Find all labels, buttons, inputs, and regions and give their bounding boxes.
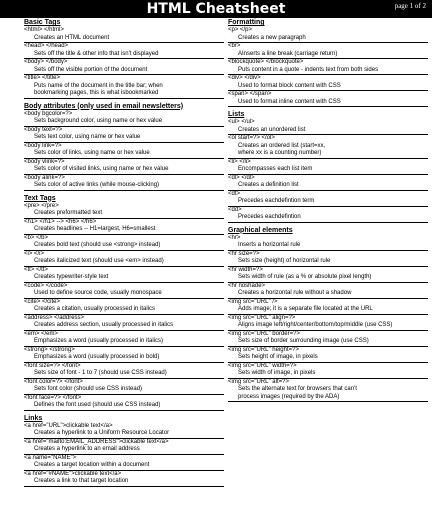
tag-code: <body text=?> [24,126,63,133]
tag-description: Creates preformatted text [24,210,224,219]
tag-description: Sets width of rule (as a % or absolute pixel length) [228,274,428,283]
tag-entry [228,283,428,299]
tag-entry [24,267,224,283]
tag-code: <html> </html> [24,27,65,33]
tag-entry [228,267,428,283]
tag-description: Sets size of font - 1 to 7 (should use CSS instead) [24,370,224,379]
section-basic-tags [24,19,224,99]
tag-code: <b> </b> [24,234,49,241]
tag-entry [24,395,224,411]
tag-description: Creates a hyperlink to a Uniform Resource Locator [24,430,224,439]
tag-description: Used to format block content with CSS [228,83,428,92]
tag-entry [228,207,428,223]
tag-entry [24,315,224,331]
page-number: page 1 of 2 [394,2,426,10]
section-title: Links [24,414,43,422]
section-links [24,415,224,487]
tag-description: Sets color of visited links, using name or hex value [24,166,224,175]
tag-code: <img src="URL" border=?> [228,330,300,337]
tag-code: <span> </span> [228,91,272,97]
tag-description: Creates a hyperlink to an email address [24,446,224,455]
tag-code: <p> </p> [228,27,253,33]
tag-description: Sets size of border surrounding image (use CSS) [228,338,428,347]
tag-entry [228,363,428,379]
tag-description: Defines the font used (should use CSS instead) [24,402,224,411]
tag-code: <img src="URL" align=?> [228,314,296,321]
tag-entry [24,175,224,191]
right-column [228,19,428,402]
tag-entry [24,347,224,363]
tag-entry [24,235,224,251]
tag-description: Sets off the visible portion of the document [24,67,224,76]
section-text-tags [24,195,224,411]
tag-description: Puts content in a quote - indents text from both sides [228,67,428,76]
tag-description: Creates a citation, usually processed in italics [24,306,224,315]
tag-code: <font size=?> </font> [24,362,81,369]
tag-entry [24,283,224,299]
tag-entry [24,143,224,159]
tag-code: <body vlink=?> [24,158,65,165]
tag-code: <dl> </dl> [228,174,255,181]
tag-entry [24,331,224,347]
tag-description: Sets height of image, in pixels [228,354,428,363]
tag-entry [24,59,224,75]
header-bar [0,0,432,18]
tag-description: Sets off the title & other info that isn't displayed [24,51,224,60]
tag-code: <div> </div> [228,75,261,81]
tag-entry [228,43,428,59]
tag-description: AInserts a line break (carriage return) [228,51,428,60]
tag-entry [24,43,224,59]
tag-code: <img src="URL" width=?> [228,362,297,369]
tag-code: <head> </head> [24,43,69,49]
tag-description: Creates typewriter-style text [24,274,224,283]
tag-entry [24,203,224,219]
tag-description: Precedes eachdefintion term [228,198,428,207]
tag-description: Sets size (height) of horizontal rule [228,258,428,267]
tag-entry [24,439,224,455]
tag-entry [228,315,428,331]
tag-code: <br> [228,43,241,49]
tag-description: Adds image; it is a separate file located at the URL [228,306,428,315]
tag-description: Sets width of image, in pixels [228,370,428,379]
tag-code: <cite> </cite> [24,298,61,305]
tag-code: <ul> </ul> [228,119,255,125]
tag-entry [228,379,428,403]
tag-code: <body> </body> [24,59,68,65]
tag-code: <font color=?> </font> [24,378,83,385]
tag-entry [24,159,224,175]
tag-code: <hr noshade> [228,282,266,289]
tag-description: Sets the alternate text for browsers that can't process images (required by the ADA) [228,386,428,402]
tag-entry [24,127,224,143]
tag-code: <em> </em> [24,330,59,337]
tag-description: Emphasizes a word (usually processed in italics) [24,338,224,347]
section-title: Basic Tags [24,19,61,26]
tag-code: <tt> </tt> [24,266,49,273]
tag-code: <hr width=?> [228,266,263,273]
tag-entry [228,159,428,175]
tag-description: Precedes eachdefintion [228,214,428,223]
tag-description: Creates a definition list [228,182,428,191]
tag-entry [228,119,428,135]
tag-code: <img src="URL" alt=?> [228,378,289,385]
tag-code: <a href="mailto:EMAIL_ADDRESS">clickable text</a> [24,438,169,445]
tag-code: <a href="#NAME">clickable text</a> [24,470,122,477]
tag-entry [24,471,224,487]
tag-code: <hr> [228,234,241,241]
tag-entry [24,423,224,439]
tag-entry [24,455,224,471]
tag-description: Creates a target location within a document [24,462,224,471]
section-title: Lists [228,111,245,118]
tag-entry [24,379,224,395]
tag-description: Sets font color (should use CSS instead) [24,386,224,395]
tag-code: <dt> [228,190,241,197]
tag-code: <li> </li> [228,158,251,165]
tag-description: Creates headlines -- H1=largest, H6=smallest [24,226,224,235]
tag-entry [228,299,428,315]
tag-entry [228,191,428,207]
tag-description: Creates an unordered list [228,127,428,136]
tag-description: Creates a link to that target location [24,478,224,487]
section-title: Text Tags [24,194,56,202]
tag-description: Used to format inline content with CSS [228,99,428,108]
section-lists [228,111,428,223]
section-body-attributes-only-used-in-email-newsletters [24,103,224,191]
tag-code: <body alink=?> [24,174,65,181]
tag-entry [228,235,428,251]
tag-code: <h1> </h1> --> <h6> </h6> [24,218,97,225]
section-formatting [228,19,428,107]
tag-entry [228,347,428,363]
page-title: HTML Cheatsheet [146,1,286,17]
tag-code: <dd> [228,206,242,213]
tag-code: <code> </code> [24,282,68,289]
tag-description: Encompasses each list item [228,166,428,175]
tag-description: Puts name of the document in the title bar; when bookmarking pages, this is what isbookmarked [24,83,224,99]
tag-entry [24,75,224,99]
tag-description: Creates an HTML document [24,35,224,44]
tag-entry [24,27,224,43]
tag-entry [24,111,224,127]
tag-code: <img src="URL" height=?> [228,346,299,353]
section-title: Formatting [228,19,265,26]
tag-description: Creates address section, usually processed in italics [24,322,224,331]
tag-description: Sets color of active links (while mouse-clicking) [24,182,224,191]
tag-code: <font face=?> </font> [24,394,82,401]
tag-entry [24,251,224,267]
tag-entry [228,175,428,191]
tag-code: <i> </i> [24,250,45,257]
section-title: Graphical elements [228,226,293,234]
tag-description: Sets color of links, using name or hex value [24,150,224,159]
tag-entry [228,59,428,75]
tag-code: <body bgcolor=?> [24,110,73,117]
tag-description: Creates bold text (should use <strong> instead) [24,242,224,251]
tag-code: <a name="NAME"> [24,454,77,461]
tag-entry [228,251,428,267]
tag-code: <img src="URL" /> [228,298,278,305]
tag-code: <pre> </pre> [24,202,59,209]
tag-code: <a href="URL">clickable text</a> [24,422,113,429]
tag-description: Inserts a horizontal rule [228,242,428,251]
tag-description: Creates an ordered list (start=xx, where xx is a counting number) [228,143,428,159]
tag-code: <strong> </strong> [24,346,75,353]
tag-description: Creates a horizontal rule without a shadow [228,290,428,299]
tag-entry [228,135,428,159]
tag-code: <blockquote> </blockquote> [228,59,304,65]
tag-description: Creates italicized text (should use <em> instead) [24,258,224,267]
tag-description: Creates a new paragraph [228,35,428,44]
tag-code: <title> </title> [24,75,61,81]
tag-description: Emphasizes a word (usually processed in bold) [24,354,224,363]
tag-entry [228,331,428,347]
tag-description: Aligns image left/right/center/bottom/top/middle (use CSS) [228,322,428,331]
tag-entry [24,219,224,235]
tag-entry [228,75,428,91]
section-graphical-elements [228,227,428,403]
tag-code: <body link=?> [24,142,62,149]
tag-description: Sets text color, using name or hex value [24,134,224,143]
tag-entry [228,27,428,43]
tag-description: Used to define source code, usually monospace [24,290,224,299]
tag-entry [24,363,224,379]
left-column [24,19,224,487]
section-title: Body attributes (only used in email newsletters) [24,102,184,110]
tag-code: <address> </address> [24,314,85,321]
tag-code: <ol start=?> </ol> [228,135,275,141]
tag-entry [24,299,224,315]
tag-code: <hr size=?> [228,250,260,257]
tag-entry [228,91,428,107]
tag-description: Sets background color, using name or hex value [24,118,224,127]
